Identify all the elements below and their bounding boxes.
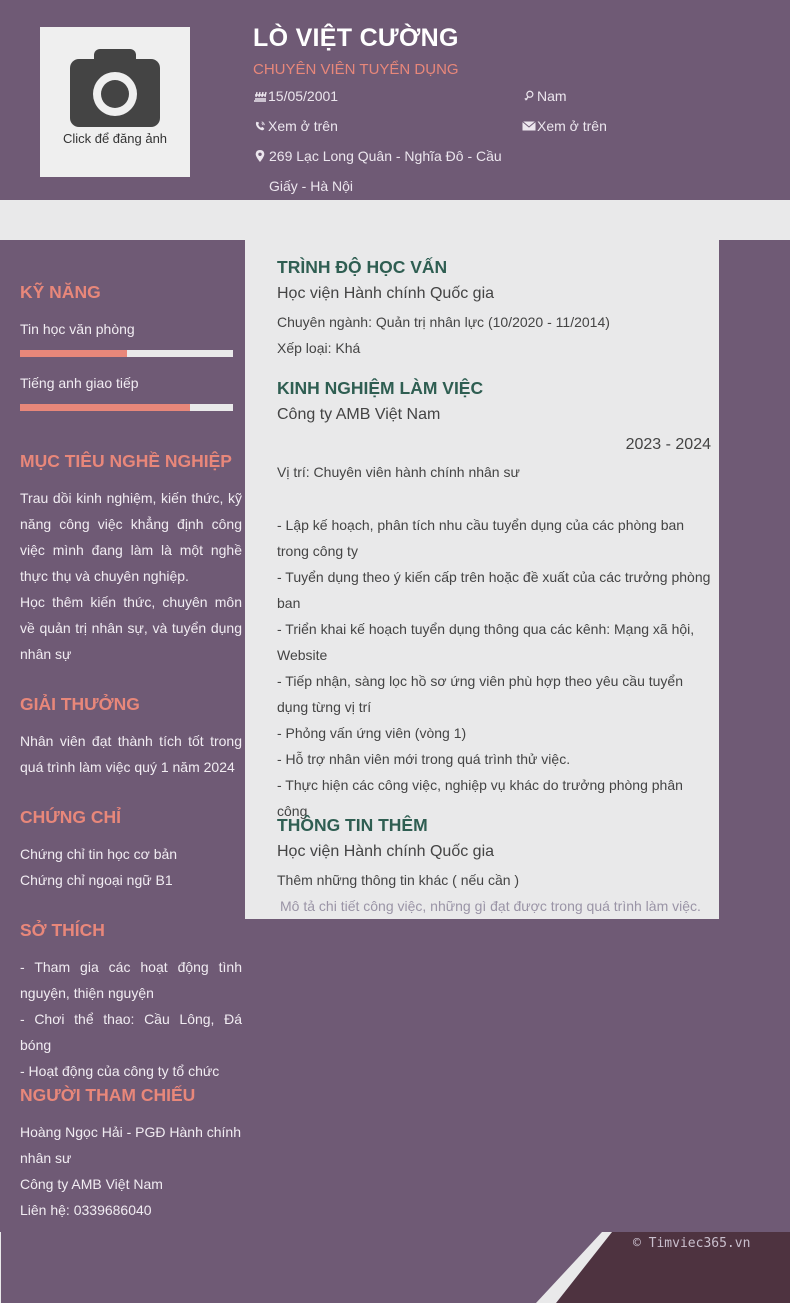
objective-paragraph: Học thêm kiến thức, chuyên môn về quản trị nhân sự, và tuyển dụng nhân sự [20, 594, 242, 662]
gender-icon [522, 90, 536, 102]
hobbies-list[interactable] [20, 954, 242, 1084]
hobby-item: - Tham gia các hoạt động tình nguyện, thiện nguyện [20, 959, 242, 1001]
duty-item: - Hỗ trợ nhân viên mới trong quá trình thử việc. [277, 751, 571, 767]
duty-item: - Lập kế hoạch, phân tích nhu cầu tuyển dụng của các phòng ban trong công ty [277, 517, 685, 559]
experience-company[interactable]: Công ty AMB Việt Nam [277, 406, 441, 423]
hobbies-title[interactable]: SỞ THÍCH [20, 920, 105, 940]
objective-paragraph: Trau dồi kinh nghiệm, kiến thức, kỹ năng công việc khẳng định công việc mình đang làm là một nghề thực thụ và chuyên nghiệp. [20, 490, 242, 584]
education-title[interactable]: TRÌNH ĐỘ HỌC VẤN [277, 257, 448, 277]
gender-value: Nam [537, 88, 567, 104]
hobby-item: - Chơi thể thao: Cầu Lông, Đá bóng [20, 1011, 242, 1053]
certificates-list[interactable] [20, 841, 242, 893]
skill-bar[interactable] [20, 350, 233, 357]
experience-period[interactable]: 2023 - 2024 [625, 436, 711, 453]
dob-value: 15/05/2001 [268, 88, 339, 104]
duty-item: - Tuyển dụng theo ý kiến cấp trên hoặc đề xuất của các trưởng phòng ban [277, 569, 711, 611]
experience-duties[interactable] [277, 512, 713, 824]
hobby-item: - Hoạt động của công ty tổ chức [20, 1063, 220, 1079]
phone-icon [253, 120, 267, 132]
address-line-1: 269 Lạc Long Quân - Nghĩa Đô - Cầu [269, 148, 502, 164]
objective-text[interactable] [20, 485, 242, 667]
email-value: Xem ở trên [537, 118, 607, 134]
education-rank: Xếp loại: Khá [277, 340, 361, 356]
extra-info-note[interactable]: Thêm những thông tin khác ( nếu cần ) [277, 872, 520, 888]
awards-title[interactable]: GIẢI THƯỞNG [20, 694, 140, 714]
references-list[interactable] [20, 1119, 242, 1223]
email-field[interactable] [522, 111, 607, 141]
skill-bar[interactable] [20, 404, 233, 411]
header-separator [0, 200, 790, 240]
references-title[interactable]: NGƯỜI THAM CHIẾU [20, 1085, 196, 1105]
main-content [245, 240, 719, 919]
calendar-icon [253, 90, 267, 102]
awards-text[interactable]: Nhân viên đạt thành tích tốt trong quá trình làm việc quý 1 năm 2024 [20, 733, 242, 775]
footer-edge [0, 1232, 1, 1303]
map-pin-icon [253, 150, 267, 162]
objective-title[interactable]: MỤC TIÊU NGHỀ NGHIỆP [20, 451, 232, 471]
extra-info-school[interactable]: Học viện Hành chính Quốc gia [277, 843, 495, 860]
address-field[interactable] [253, 141, 503, 201]
education-school[interactable]: Học viện Hành chính Quốc gia [277, 285, 495, 302]
experience-title[interactable]: KINH NGHIỆM LÀM VIỆC [277, 378, 484, 398]
education-details[interactable] [277, 309, 713, 361]
gender-field[interactable] [522, 81, 567, 111]
duty-item: - Thực hiện các công việc, nghiệp vụ khác do trưởng phòng phân công [277, 777, 683, 819]
certificates-title[interactable]: CHỨNG CHỈ [20, 807, 122, 827]
avatar-upload[interactable] [40, 27, 190, 177]
phone-field[interactable] [253, 111, 338, 141]
phone-value: Xem ở trên [268, 118, 338, 134]
watermark: © Timviec365.vn [633, 1236, 751, 1251]
skill-label[interactable]: Tin học văn phòng [20, 321, 135, 337]
duty-item: - Triển khai kế hoạch tuyển dụng thông qua các kênh: Mạng xã hội, Website [277, 621, 695, 663]
certificate-item: Chứng chỉ ngoại ngữ B1 [20, 872, 173, 888]
skill-bar-fill [20, 350, 127, 357]
education-major: Chuyên ngành: Quản trị nhân lực (10/2020 - 11/2014) [277, 314, 610, 330]
job-title[interactable]: CHUYÊN VIÊN TUYỂN DỤNG [253, 61, 459, 78]
certificate-item: Chứng chỉ tin học cơ bản [20, 846, 178, 862]
skill-label[interactable]: Tiếng anh giao tiếp [20, 375, 139, 391]
reference-item: Liên hệ: 0339686040 [20, 1202, 152, 1218]
extra-info-placeholder[interactable]: Mô tả chi tiết công việc, những gì đạt được trong quá trình làm việc. [280, 898, 701, 914]
address-line-2: Giấy - Hà Nội [269, 178, 354, 194]
experience-position[interactable]: Vị trí: Chuyên viên hành chính nhân sư [277, 464, 520, 480]
skill-bar-fill [20, 404, 190, 411]
skills-title[interactable]: KỸ NĂNG [20, 282, 101, 302]
photo-caption: Click để đăng ảnh [62, 131, 168, 146]
dob-field[interactable] [253, 81, 338, 111]
reference-item: Hoàng Ngọc Hải - PGĐ Hành chính nhân sư [20, 1124, 241, 1166]
reference-item: Công ty AMB Việt Nam [20, 1176, 163, 1192]
candidate-name[interactable]: LÒ VIỆT CƯỜNG [253, 24, 459, 52]
envelope-icon [522, 120, 536, 132]
extra-info-title[interactable]: THÔNG TIN THÊM [277, 815, 428, 835]
cv-header [0, 0, 790, 200]
camera-icon [70, 49, 160, 127]
duty-item: - Phỏng vấn ứng viên (vòng 1) [277, 725, 467, 741]
duty-item: - Tiếp nhận, sàng lọc hồ sơ ứng viên phù hợp theo yêu cầu tuyển dụng từng vị trí [277, 673, 683, 715]
